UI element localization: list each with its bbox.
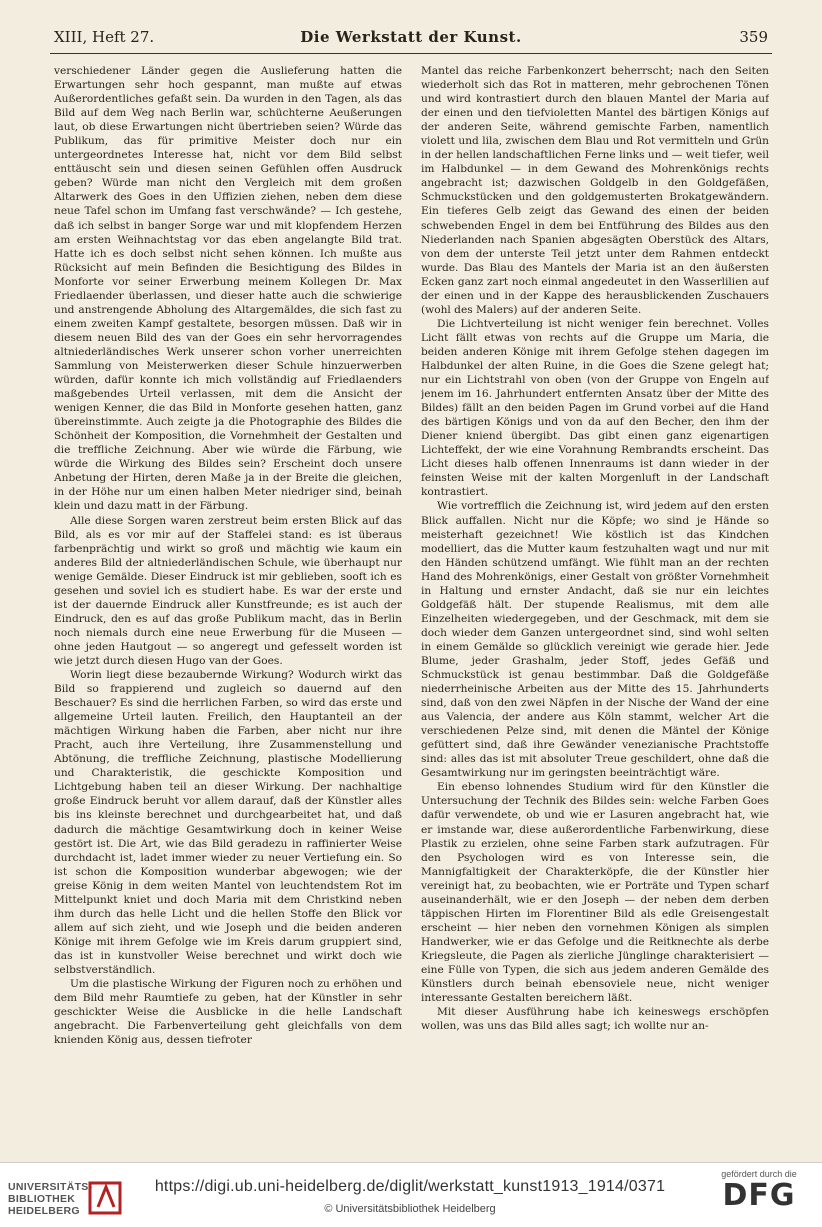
text-column-left <box>54 64 402 1154</box>
library-name: UNIVERSITÄTS- BIBLIOTHEK HEIDELBERG <box>8 1181 93 1217</box>
page-number: 359 <box>739 28 768 46</box>
issue-label: XIII, Heft 27. <box>54 28 155 46</box>
header-rule <box>50 53 772 54</box>
library-logo[interactable] <box>8 1173 148 1217</box>
funder-logo[interactable] <box>704 1169 814 1221</box>
paragraph: Um die plastische Wirkung der Figuren noch zu erhöhen und dem Bild mehr Raumtiefe zu geben, hat der Künstler in sehr geschickter Weise die Ausblicke in die helle Landschaft angebracht. Die Farbenverteilung geht gleichfalls von dem knienden König aus, dessen tiefroter <box>54 978 402 1047</box>
copyright-notice: © Universitätsbibliothek Heidelberg <box>324 1203 496 1215</box>
viewer-footer <box>0 1162 822 1227</box>
paragraph: Worin liegt diese bezaubernde Wirkung? Wodurch wirkt das Bild so frappierend und zugleich so dauernd auf den Beschauer? Es sind die herrlichen Farben, so wird das erste und allgemeine Urteil lauten. Freilich, den Hauptanteil an der mächtigen Wirkung haben die Farben, aber nicht nur ihre Pracht, auch ihre Verteilung, ihre Zusammenstellung und Abtönung, die treffliche Zeichnung, plastische Modellierung und Charakteristik, die geschickte Komposition und Lichtgebung haben teil an dieser Wirkung. Der nachhaltige große Eindruck beruht vor allem darauf, daß der Künstler alles bis ins kleinste berechnet und durchgearbeitet hat, und daß dadurch die mächtige Gesamtwirkung doch in keiner Weise gestört ist. Die Art, wie das Bild geradezu in raffinierter Weise durchdacht ist, ladet immer wieder zu neuer Vertiefung ein. So ist schon die Komposition wunderbar abgewogen; wie der greise König in dem weiten Mantel von leuchtendstem Rot im Mittelpunkt kniet und doch Maria mit dem Christkind neben ihm durch das helle Licht und die hellen Stoffe den Blick vor allem auf sich zieht, und wie Joseph und die beiden anderen Könige mit ihrem Gefolge wie im Kreis darum gruppiert sind, das ist in kunstvoller Weise berechnet und wirkt doch wie selbstverständlich. <box>54 669 402 976</box>
library-emblem-icon <box>84 1177 128 1217</box>
paragraph: Die Lichtverteilung ist nicht weniger fein berechnet. Volles Licht fällt etwas von rechts auf die Gruppe um Maria, die beiden anderen Könige mit ihrem Gefolge stehen dagegen im Halbdunkel der alten Ruine, in die Goes die Szene gelegt hat; nur ein Lichtstrahl von oben (von der Gruppe von Engeln auf jenem im 16. Jahrhundert entfernten Ansatz über der Mitte des Bildes) fällt an den beiden Pagen im Grund vorbei auf die Hand des bärtigen Königs und von da auf den Becher, den ihm der Diener kniend übergibt. Das gibt einen ganz eigenartigen Lichteffekt, der wie eine Vorahnung Rembrandts erscheint. Das Licht dieses halb offenen Innenraums ist dann wieder in der feinsten Weise mit der kalten Morgenluft in der Landschaft kontrastiert. <box>421 317 769 499</box>
running-head <box>54 28 768 50</box>
text-column-right <box>421 64 769 1154</box>
paragraph: Alle diese Sorgen waren zerstreut beim ersten Blick auf das Bild, als es vor mir auf der Staffelei stand: es ist überaus farbenprächtig und wirkt so groß und mächtig wie kaum ein anderes Bild der altniederländischen Schule, wie überhaupt nur wenige Gemälde. Dieser Eindruck ist mir geblieben, sooft ich es gesehen und soviel ich es studiert habe. Es war der erste und ist der dauernde Eindruck aller Kunstfreunde; es ist auch der Eindruck, den es auf das große Publikum macht, das in Berlin noch niemals durch eine neue Erwerbung für die Museen — ohne jeden Hautgout — so angeregt und gefesselt worden ist wie jetzt durch diesen Hugo van der Goes. <box>54 514 402 667</box>
permalink-url[interactable]: https://digi.ub.uni-heidelberg.de/diglit/werkstatt_kunst1913_1914/0371 <box>154 1178 666 1195</box>
funder-caption: gefördert durch die <box>721 1169 797 1179</box>
journal-title: Die Werkstatt der Kunst. <box>300 28 522 46</box>
paragraph: verschiedener Länder gegen die Auslieferung hatten die Erwartungen sehr hoch gespannt, man mußte auf etwas Außerordentliches gefaßt sein. Da wurden in den Tagen, als das Bild auf dem Weg nach Berlin war, schüchterne Aeußerungen laut, ob diese Erwartungen nicht übertrieben seien? Würde das Publikum, das für primitive Meister doch nur ein untergeordnetes Interesse hat, nicht vor dem Bild selbst enttäuscht sein und diesen seinen Gefühlen offen Ausdruck geben? Würde man nicht den Vergleich mit dem großen Altarwerk des Goes in den Uffizien ziehen, neben dem diese neue Tafel schon im Umfang fast verschwände? — Ich gestehe, daß ich selbst in banger Sorge war und mit klopfendem Herzen am ersten Weihnachtstag vor das eben angelangte Bild trat. Hatte ich es doch selbst nicht sehen können. Ich mußte aus Rücksicht auf mein Befinden die Besichtigung des Bildes in Monforte vor seiner Erwerbung meinem Kollegen Dr. Max Friedlaender überlassen, und dieser hatte auch die schwierige und anstrengende Abholung des Altargemäldes, die sich fast zu einem zweiten Kampf gestaltete, besorgen müssen. Daß wir in diesem neuen Bild des van der Goes ein sehr hervorragendes altniederländisches Werk unserer schon vorher unerreichten Sammlung von Meisterwerken dieser Schule hinzuerwerben würden, dafür konnte ich mich vollständig auf Friedlaenders maßgebendes Urteil verlassen, mit dem die Ansicht der wenigen Kenner, die das Bild in Monforte gesehen hatten, ganz übereinstimmte. Auch zeigte ja die Photographie des Bildes die Schönheit der Komposition, die Vornehmheit der Gestalten und die treffliche Zeichnung. Aber wie würde die Färbung, wie würde die Wirkung des Bildes sein? Erscheint doch unsere Anbetung der Hirten, deren Maße ja in der Breite die gleichen, in der Höhe nur um einen halben Meter niedriger sind, beinah klein und dazu matt in der Färbung. <box>54 65 402 513</box>
paragraph: Mit dieser Ausführung habe ich keineswegs erschöpfen wollen, was uns das Bild alles sagt; ich wollte nur an- <box>421 1006 769 1033</box>
dfg-logo-text: DFG <box>722 1178 796 1213</box>
paragraph: Wie vortrefflich die Zeichnung ist, wird jedem auf den ersten Blick auffallen. Nicht nur die Köpfe; wo sind je Hände so meisterhaft gezeichnet! Wie köstlich ist das Kindchen modelliert, das die Mutter kaum festzuhalten wagt und nur mit den Händen schützend umfängt. Wie fühlt man an der rechten Hand des Mohrenkönigs, einer Gestalt von größter Vornehmheit in Haltung und ernster Andacht, daß sie nur ein leichtes Goldgefäß hält. Der stupende Realismus, mit dem alle Einzelheiten wiedergegeben, und der Geschmack, mit dem sie doch wieder dem Ganzen untergeordnet sind, sind wohl selten in einem Gemälde so glücklich vereinigt wie gerade hier. Jede Blume, jeder Grashalm, jeder Stoff, jedes Gefäß und Schmuckstück ist genau bestimmbar. Daß die Goldgefäße niederrheinische Arbeiten aus der Mitte des 15. Jahrhunderts sind, daß von den zwei Näpfen in der Nische der Wand der eine aus Valencia, der andere aus Köln stammt, welcher Art die verschiedenen Pelze sind, mit denen die Mäntel der Könige gefüttert sind, daß ihre Gewänder venezianische Prachtstoffe sind: alles das ist mit absoluter Treue geschildert, ohne daß die Gesamtwirkung nur im geringsten beeinträchtigt wäre. <box>421 500 769 780</box>
paragraph: Mantel das reiche Farbenkonzert beherrscht; nach den Seiten wiederholt sich das Rot in matteren, mehr gebrochenen Tönen und wird kontrastiert durch den blauen Mantel der Maria auf der einen und den tiefvioletten Mantel des bärtigen Königs auf der anderen Seite, während gemischte Farben, namentlich violett und lila, zwischen dem Blau und Rot vermitteln und Grün in der hellen landschaftlichen Ferne links und — weit tiefer, weil im Halbdunkel — in dem Gewand des Mohrenkönigs rechts angebracht ist; dazwischen Goldgelb in den Goldgefäßen, Schmuckstücken und den goldgemusterten Brokatgewändern. Ein tieferes Gelb zeigt das Gewand des einen der beiden schwebenden Engel in dem bei Entführung des Bildes aus den Niederlanden nach Spanien abgesägten Oberstück des Altars, von dem der unterste Teil jetzt unter dem Rahmen entdeckt wurde. Das Blau des Mantels der Maria ist an den äußersten Ecken ganz zart noch einmal angedeutet in den Wasserlilien auf der einen und in der Kappe des herausblickenden Zuschauers (wohl des Malers) auf der anderen Seite. <box>421 65 769 316</box>
paragraph: Ein ebenso lohnendes Studium wird für den Künstler die Untersuchung der Technik des Bildes sein: welche Farben Goes dafür verwendete, ob und wie er Lasuren angebracht hat, wie er imstande war, diese außerordentliche Farbenwirkung, diese Plastik zu erzielen, ohne seine Farben stark aufzutragen. Für den Psychologen wird es von Interesse sein, die Mannigfaltigkeit der Charakterköpfe, die der Künstler hier vereinigt hat, zu beobachten, wie er Porträte und Typen scharf auseinanderhält, wie er den Joseph — der neben dem derben täppischen Hirten im Florentiner Bild als edle Greisengestalt erscheint — hier neben den vornehmen Königen als simplen Handwerker, wie er das Gefolge und die Reitknechte als derbe Kriegsleute, die Pagen als zierliche Jünglinge charakterisiert — eine Fülle von Typen, die sich aus jedem anderen Gemälde des Künstlers durch beinah ebensoviele neue, nicht weniger interessante Gestalten bereichern läßt. <box>421 781 769 1005</box>
